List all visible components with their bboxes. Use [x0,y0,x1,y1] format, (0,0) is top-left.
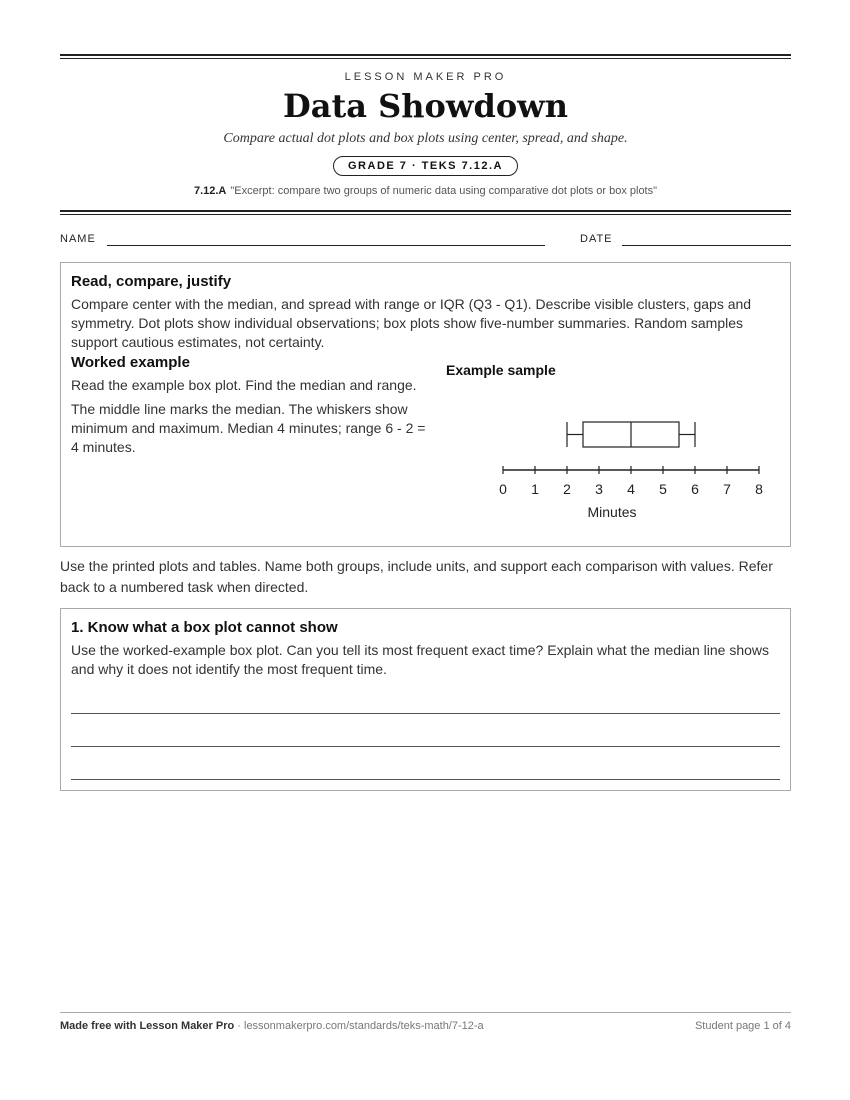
page-footer [60,1012,791,1032]
standard-text: "Excerpt: compare two groups of numeric data using comparative dot plots or box plots" [230,185,658,197]
top-rule [60,54,791,59]
chart-title: Example sample [446,362,556,378]
worked-example [71,354,780,534]
date-field[interactable] [622,245,791,246]
x-tick-label: 4 [627,481,635,497]
name-date-row [60,233,791,251]
task-1-heading: 1. Know what a box plot cannot show [71,619,338,636]
x-tick-label: 3 [595,481,603,497]
footer-url[interactable]: lessonmakerpro.com/standards/teks-math/7-12-a [244,1020,484,1032]
x-tick-label: 2 [563,481,571,497]
page-title: Data Showdown [283,87,568,125]
answer-line[interactable] [71,679,780,714]
worksheet-page [60,54,791,791]
x-tick-label: 5 [659,481,667,497]
footer-brand: Made free with Lesson Maker Pro [60,1020,235,1032]
name-field[interactable] [107,245,545,246]
footer-separator: · [234,1020,244,1032]
worked-solution: The middle line marks the median. The whiskers show minimum and maximum. Median 4 minutes; range 6 - 2 = 4 minutes. [71,401,426,455]
instructions: Use the printed plots and tables. Name both groups, include units, and support each comparison with values. Refer back to a numbered task when directed. [60,558,773,595]
answer-line[interactable] [71,747,780,780]
task-1 [60,608,791,791]
x-tick-label: 8 [755,481,763,497]
box-plot-svg [446,378,786,528]
standard-line [60,185,791,197]
page-number: Student page 1 of 4 [694,1020,791,1032]
intro-body: Compare center with the median, and spread with range or IQR (Q3 - Q1). Describe visible clusters, gaps and symmetry. Dot plots show individual observations; box plots show five-number summaries. Random samples support cautious estimates, not certainty. [71,296,752,350]
intro-panel [60,262,791,547]
worked-prompt: Read the example box plot. Find the median and range. [71,377,417,393]
page-subtitle: Compare actual dot plots and box plots using center, spread, and shape. [223,131,628,146]
x-tick-label: 1 [531,481,539,497]
x-tick-label: 0 [499,481,507,497]
x-tick-label: 7 [723,481,731,497]
standard-code: 7.12.A [193,185,227,197]
worked-heading: Worked example [71,354,190,371]
brand-name: LESSON MAKER PRO [344,71,507,83]
intro-heading: Read, compare, justify [71,273,232,290]
date-label: DATE [580,233,613,245]
header-bottom-rule [60,210,791,215]
x-axis-label: Minutes [587,504,637,520]
grade-badge: GRADE 7 · TEKS 7.12.A [333,156,518,176]
example-chart [446,354,786,533]
name-label: NAME [60,233,96,245]
x-tick-label: 6 [691,481,699,497]
answer-line[interactable] [71,714,780,747]
task-1-body: Use the worked-example box plot. Can you tell its most frequent exact time? Explain what the median line shows and why it does not identify the most frequent time. [71,642,770,677]
